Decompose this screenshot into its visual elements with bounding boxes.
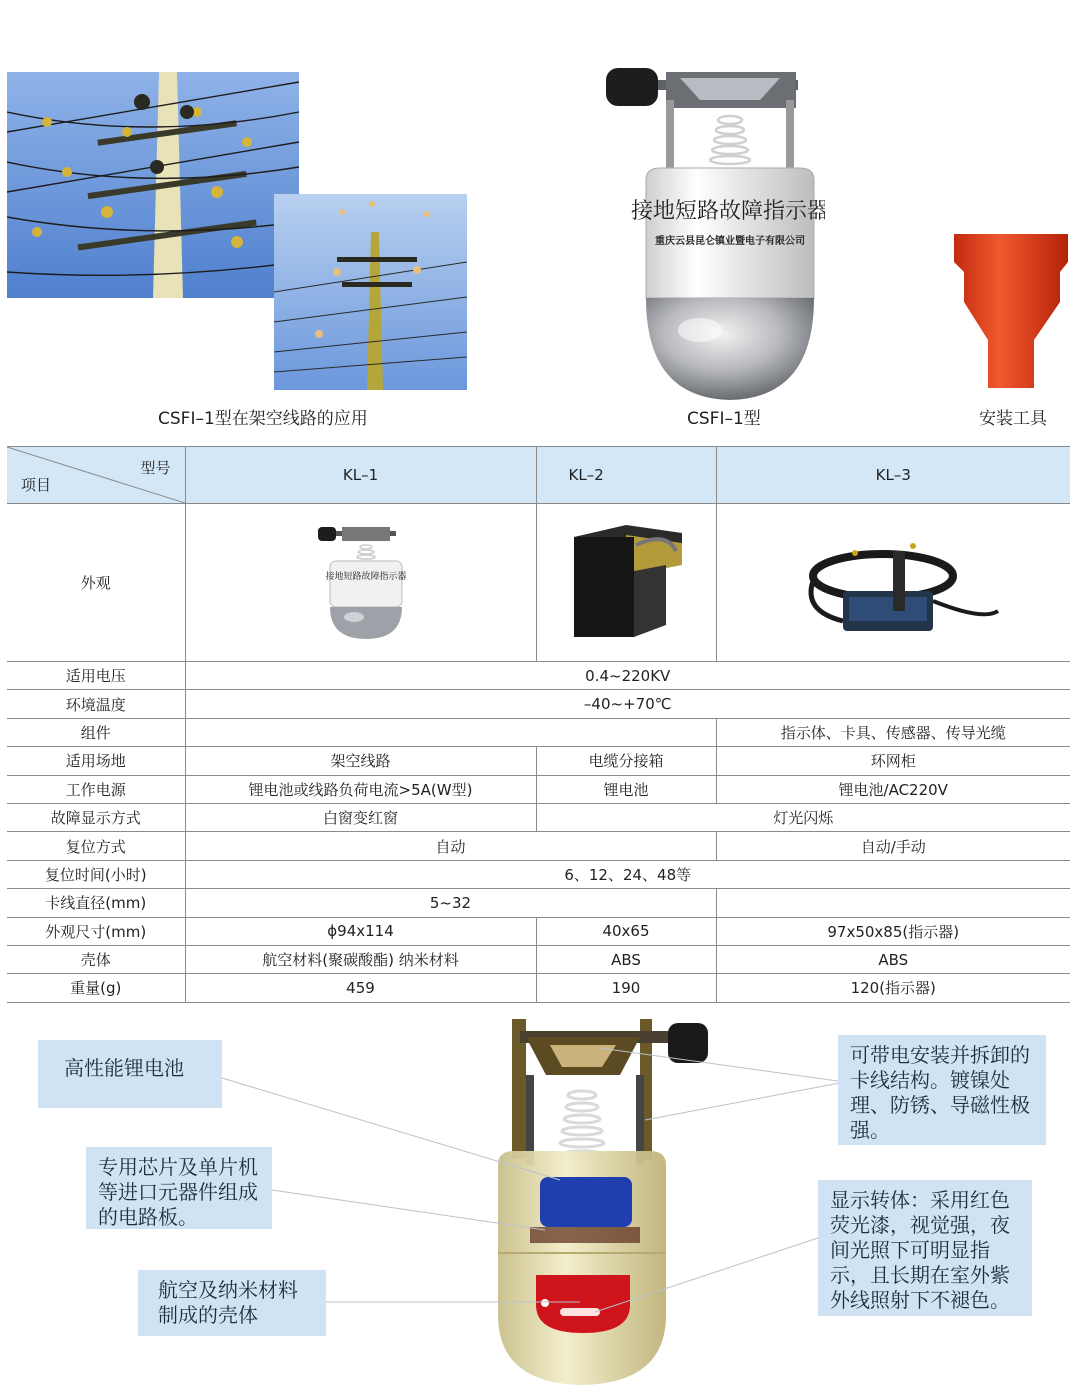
caption-application: CSFI–1型在架空线路的应用	[158, 409, 368, 429]
row-label-temperature: 环境温度	[7, 690, 185, 718]
size-kl2: 40x65	[536, 917, 716, 945]
site-kl3: 环网柜	[716, 747, 1070, 775]
row-label-weight: 重量(g)	[7, 974, 185, 1002]
header-model-label: 型号	[140, 459, 171, 477]
weight-kl3: 120(指示器)	[716, 974, 1070, 1002]
size-kl1: ϕ94x114	[185, 917, 536, 945]
row-label-reset: 复位方式	[7, 832, 185, 860]
site-kl1: 架空线路	[185, 747, 536, 775]
shell-kl1: 航空材料(聚碳酸酯) 纳米材料	[185, 945, 536, 973]
kl1-device-text: 接地短路故障指示器	[324, 571, 406, 582]
diameter-kl12: 5~32	[185, 889, 716, 917]
row-label-appearance: 外观	[7, 504, 185, 662]
row-label-size: 外观尺寸(mm)	[7, 917, 185, 945]
row-label-display: 故障显示方式	[7, 803, 185, 831]
row-label-voltage: 适用电压	[7, 662, 185, 690]
callout-circuit: 专用芯片及单片机等进口元器件组成的电路板。	[86, 1147, 272, 1229]
row-label-shell: 壳体	[7, 945, 185, 973]
reset-time-value: 6、12、24、48等	[185, 860, 1070, 888]
weight-kl2: 190	[536, 974, 716, 1002]
device-title-text: 接地短路故障指示器	[630, 199, 825, 224]
row-label-diameter: 卡线直径(mm)	[7, 889, 185, 917]
callout-shell: 航空及纳米材料制成的壳体	[138, 1270, 326, 1336]
power-kl3: 锂电池/AC220V	[716, 775, 1070, 803]
shell-kl2: ABS	[536, 945, 716, 973]
row-label-site: 适用场地	[7, 747, 185, 775]
callout-battery: 高性能锂电池	[38, 1040, 222, 1108]
header-kl1: KL–1	[185, 447, 536, 504]
display-kl1: 白窗变红窗	[185, 803, 536, 831]
power-kl1: 锂电池或线路负荷电流>5A(W型)	[185, 775, 536, 803]
temperature-value: –40~+70℃	[185, 690, 1070, 718]
row-label-components: 组件	[7, 718, 185, 746]
header-kl2: KL–2	[536, 447, 716, 504]
header-item-label: 项目	[21, 476, 52, 494]
site-kl2: 电缆分接箱	[536, 747, 716, 775]
row-label-power: 工作电源	[7, 775, 185, 803]
reset-kl3: 自动/手动	[716, 832, 1070, 860]
shell-kl3: ABS	[716, 945, 1070, 973]
caption-model: CSFI–1型	[687, 409, 761, 429]
voltage-value: 0.4~220KV	[185, 662, 1070, 690]
callout-clamp: 可带电安装并拆卸的卡线结构。镀镍处理、防锈、导磁性极强。	[838, 1035, 1046, 1145]
device-company-text: 重庆云县昆仑镇业暨电子有限公司	[655, 236, 805, 247]
display-kl23: 灯光闪烁	[536, 803, 1070, 831]
reset-kl12: 自动	[185, 832, 716, 860]
row-label-reset-time: 复位时间(小时)	[7, 860, 185, 888]
caption-tool: 安装工具	[979, 409, 1047, 429]
power-kl2: 锂电池	[536, 775, 716, 803]
weight-kl1: 459	[185, 974, 536, 1002]
callout-display: 显示转体：采用红色荧光漆，视觉强，夜间光照下可明显指示，且长期在室外紫外线照射下不褪色。	[818, 1180, 1032, 1316]
size-kl3: 97x50x85(指示器)	[716, 917, 1070, 945]
header-kl3: KL–3	[716, 447, 1070, 504]
components-kl3: 指示体、卡具、传感器、传导光缆	[716, 718, 1070, 746]
